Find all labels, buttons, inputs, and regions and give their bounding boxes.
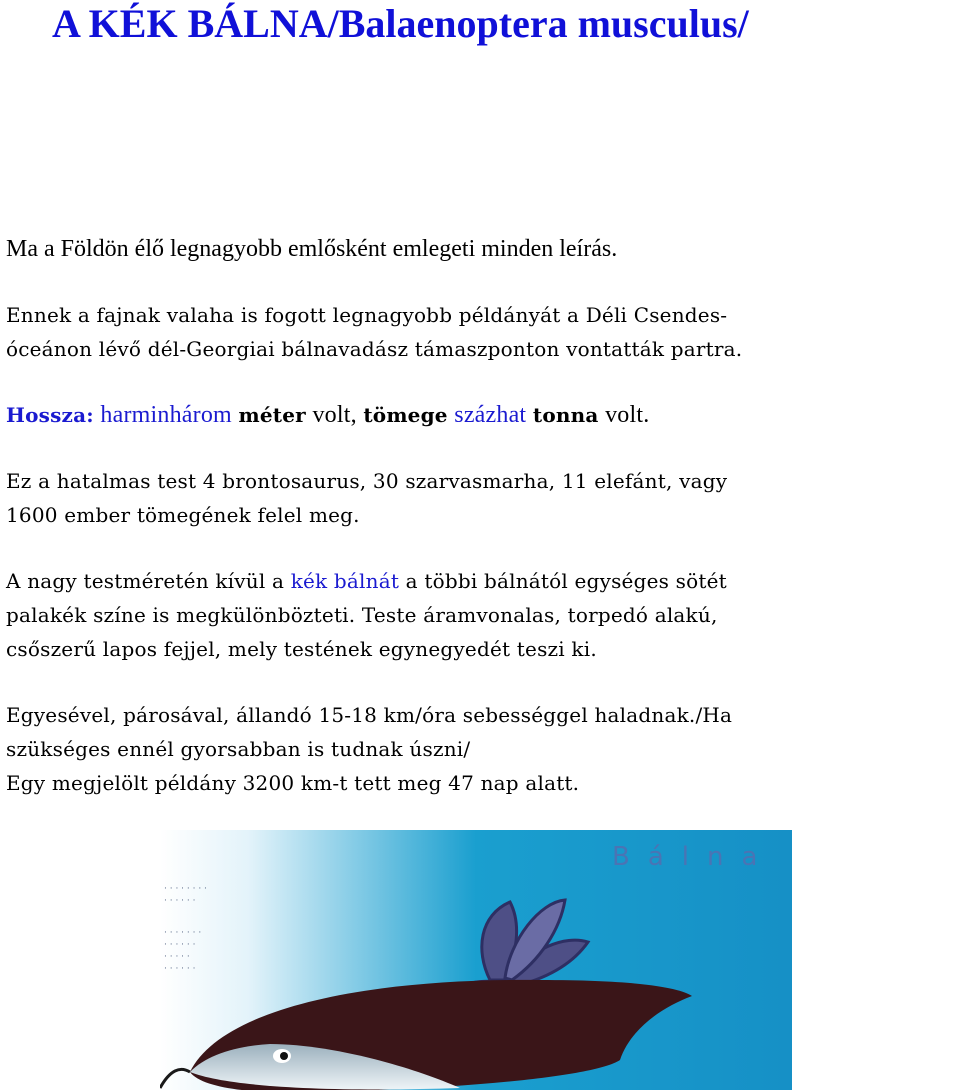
paragraph-specimen (6, 298, 954, 366)
appearance-text-1: A nagy testméretén kívül a (6, 569, 285, 593)
figure-caption-line: · · · · · · (164, 964, 196, 974)
paragraph-appearance-line-1 (6, 564, 954, 598)
paragraph-size (6, 398, 954, 432)
paragraph-specimen-line-2: óceánon lévő dél-Georgiai bálnavadász támaszponton vontatták partra. (6, 337, 743, 361)
size-text-1: volt, (312, 402, 357, 428)
paragraph-appearance-line-2: palakék színe is megkülönbözteti. Teste áramvonalas, torpedó alakú, (6, 603, 718, 627)
paragraph-appearance-line-3: csőszerű lapos fejjel, mely testének egynegyedét teszi ki. (6, 637, 597, 661)
paragraph-behaviour (6, 698, 954, 800)
paragraph-appearance (6, 564, 954, 666)
figure-caption-line: · · · · · · (164, 896, 196, 906)
paragraph-intro: Ma a Földön élő legnagyobb emlősként emlegeti minden leírás. (6, 236, 618, 262)
figure-title: Bálna (612, 842, 776, 872)
figure-caption-line: · · · · · (164, 952, 190, 962)
page-title: A KÉK BÁLNA/Balaenoptera musculus/ (52, 1, 749, 46)
figure-caption-line: · · · · · · · · (164, 884, 207, 894)
weight-label: tömege (363, 403, 448, 427)
length-unit: méter (238, 403, 306, 427)
paragraph-comparison (6, 464, 954, 532)
paragraph-comparison-line-1: Ez a hatalmas test 4 brontosaurus, 30 szarvasmarha, 11 elefánt, vagy (6, 469, 728, 493)
paragraph-comparison-line-2: 1600 ember tömegének felel meg. (6, 503, 360, 527)
paragraph-behaviour-line-1: Egyesével, párosával, állandó 15-18 km/óra sebességgel haladnak./Ha (6, 703, 733, 727)
size-text-2: volt. (605, 402, 650, 428)
weight-value: százhat (454, 402, 527, 428)
weight-unit: tonna (532, 403, 599, 427)
paragraph-specimen-line-1: Ennek a fajnak valaha is fogott legnagyobb példányát a Déli Csendes- (6, 303, 728, 327)
paragraph-behaviour-line-3: Egy megjelölt példány 3200 km-t tett meg 47 nap alatt. (6, 771, 580, 795)
appearance-text-2: a többi bálnától egységes sötét (405, 569, 727, 593)
blue-whale-highlight: kék bálnát (290, 569, 400, 593)
whale-figure (160, 830, 792, 1090)
figure-caption-line: · · · · · · · (164, 928, 202, 938)
size-label: Hossza: (6, 403, 94, 427)
figure-caption-line: · · · · · · (164, 940, 196, 950)
length-value: harminhárom (100, 402, 232, 428)
paragraph-behaviour-line-2: szükséges ennél gyorsabban is tudnak úszni/ (6, 737, 471, 761)
